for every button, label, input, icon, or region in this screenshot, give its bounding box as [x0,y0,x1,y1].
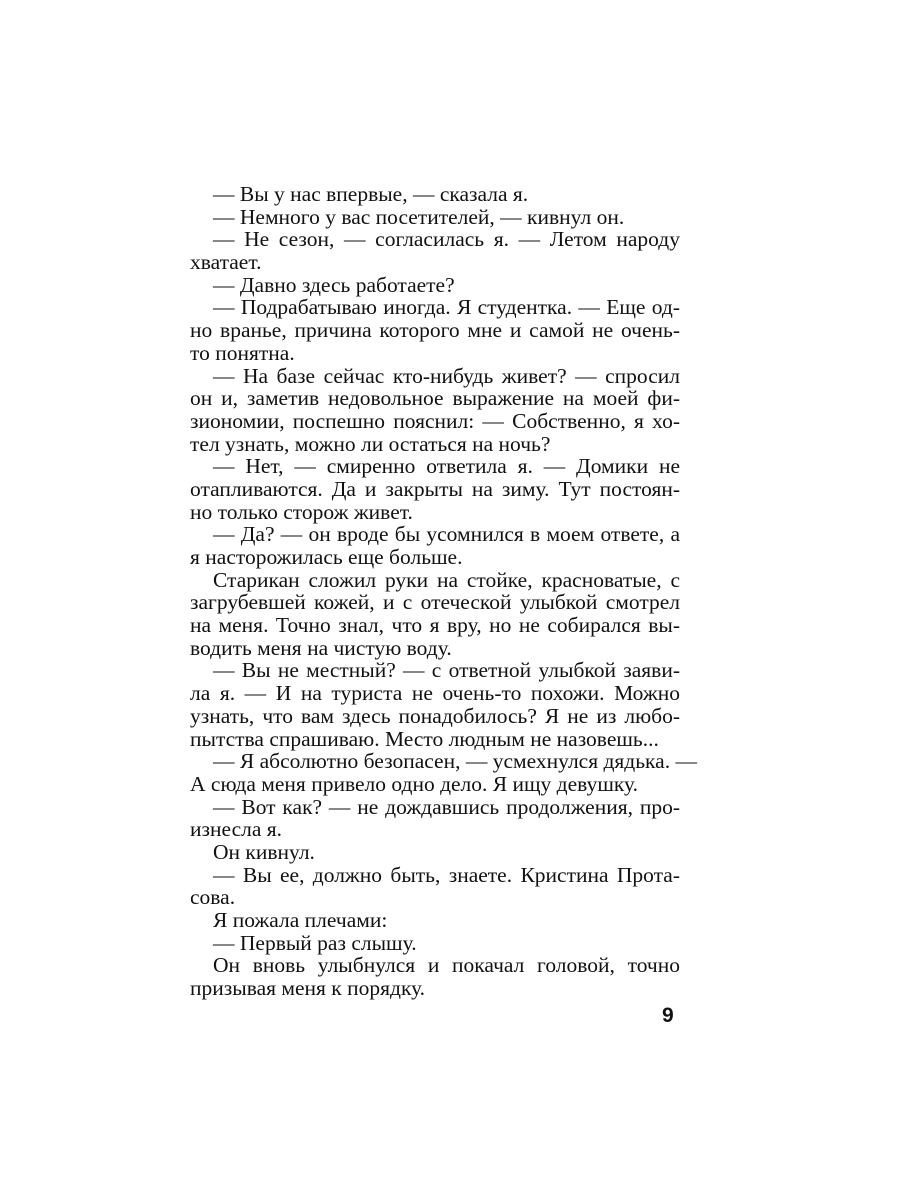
text-line: Он кивнул. [213,839,315,864]
text-line: — Подрабатываю иногда. Я студентка. — Еще од- [213,295,680,320]
text-line: — На базе сейчас кто-нибудь живет? — спросил [213,363,680,388]
text-line: пытства спрашиваю. Место людным не назовешь... [190,726,659,751]
text-line: — Вы не местный? — с ответной улыбкой заяви- [213,658,680,683]
text-line: узнать, что вам здесь понадобилось? Я не из любо- [190,703,680,728]
text-line: — Я абсолютно безопасен, — усмехнулся дядька. — [213,749,697,774]
text-line: сова. [190,885,236,910]
text-line: он и, заметив недовольное выражение на моей фи- [190,386,680,411]
text-line: — Первый раз слышу. [213,930,417,955]
text-line: — Да? — он вроде бы усомнился в моем ответе, а [213,522,680,547]
text-line: — Вот как? — не дождавшись продолжения, про- [213,794,680,819]
text-line: но вранье, причина которого мне и самой не очень- [190,318,680,343]
text-line: Он вновь улыбнулся и покачал головой, точно [213,953,680,978]
text-line: загрубевшей кожей, и с отеческой улыбкой смотрел [190,590,680,615]
text-line: — Нет, — смиренно ответила я. — Домики не [213,454,680,479]
text-line: — Не сезон, — согласилась я. — Летом народу [213,227,680,252]
text-line: изнесла я. [190,817,283,842]
text-line: водить меня на чистую воду. [190,635,452,660]
text-line: зиономии, поспешно пояснил: — Собственно, я хо- [190,408,680,433]
text-line: тел узнать, можно ли остаться на ночь? [190,431,551,456]
text-line: Старикан сложил руки на стойке, красноватые, с [213,567,680,592]
text-line: Я пожала плечами: [213,908,388,932]
text-line: отапливаются. Да и закрыты на зиму. Тут постоян- [190,476,680,501]
text-line: я насторожилась еще больше. [190,545,463,569]
page-number: 9 [662,1004,674,1027]
text-line: — Вы ее, должно быть, знаете. Кристина Прота- [213,862,680,887]
text-line: хватает. [190,250,262,275]
text-line: на меня. Точно знал, что я вру, но не собирался вы- [190,613,680,638]
text-line: — Давно здесь работаете? [213,272,455,297]
text-line: то понятна. [190,340,295,365]
text-line: ла я. — И на туриста не очень-то похожи. Можно [190,681,680,706]
text-line: А сюда меня привело одно дело. Я ищу девушку. [190,771,639,796]
text-line: — Вы у нас впервые, — сказала я. [213,182,529,206]
text-line: но только сторож живет. [190,499,413,524]
body-text [190,182,697,1001]
text-line: призывая меня к порядку. [190,976,426,1001]
text-line: — Немного у вас посетителей, — кивнул он. [213,204,625,229]
